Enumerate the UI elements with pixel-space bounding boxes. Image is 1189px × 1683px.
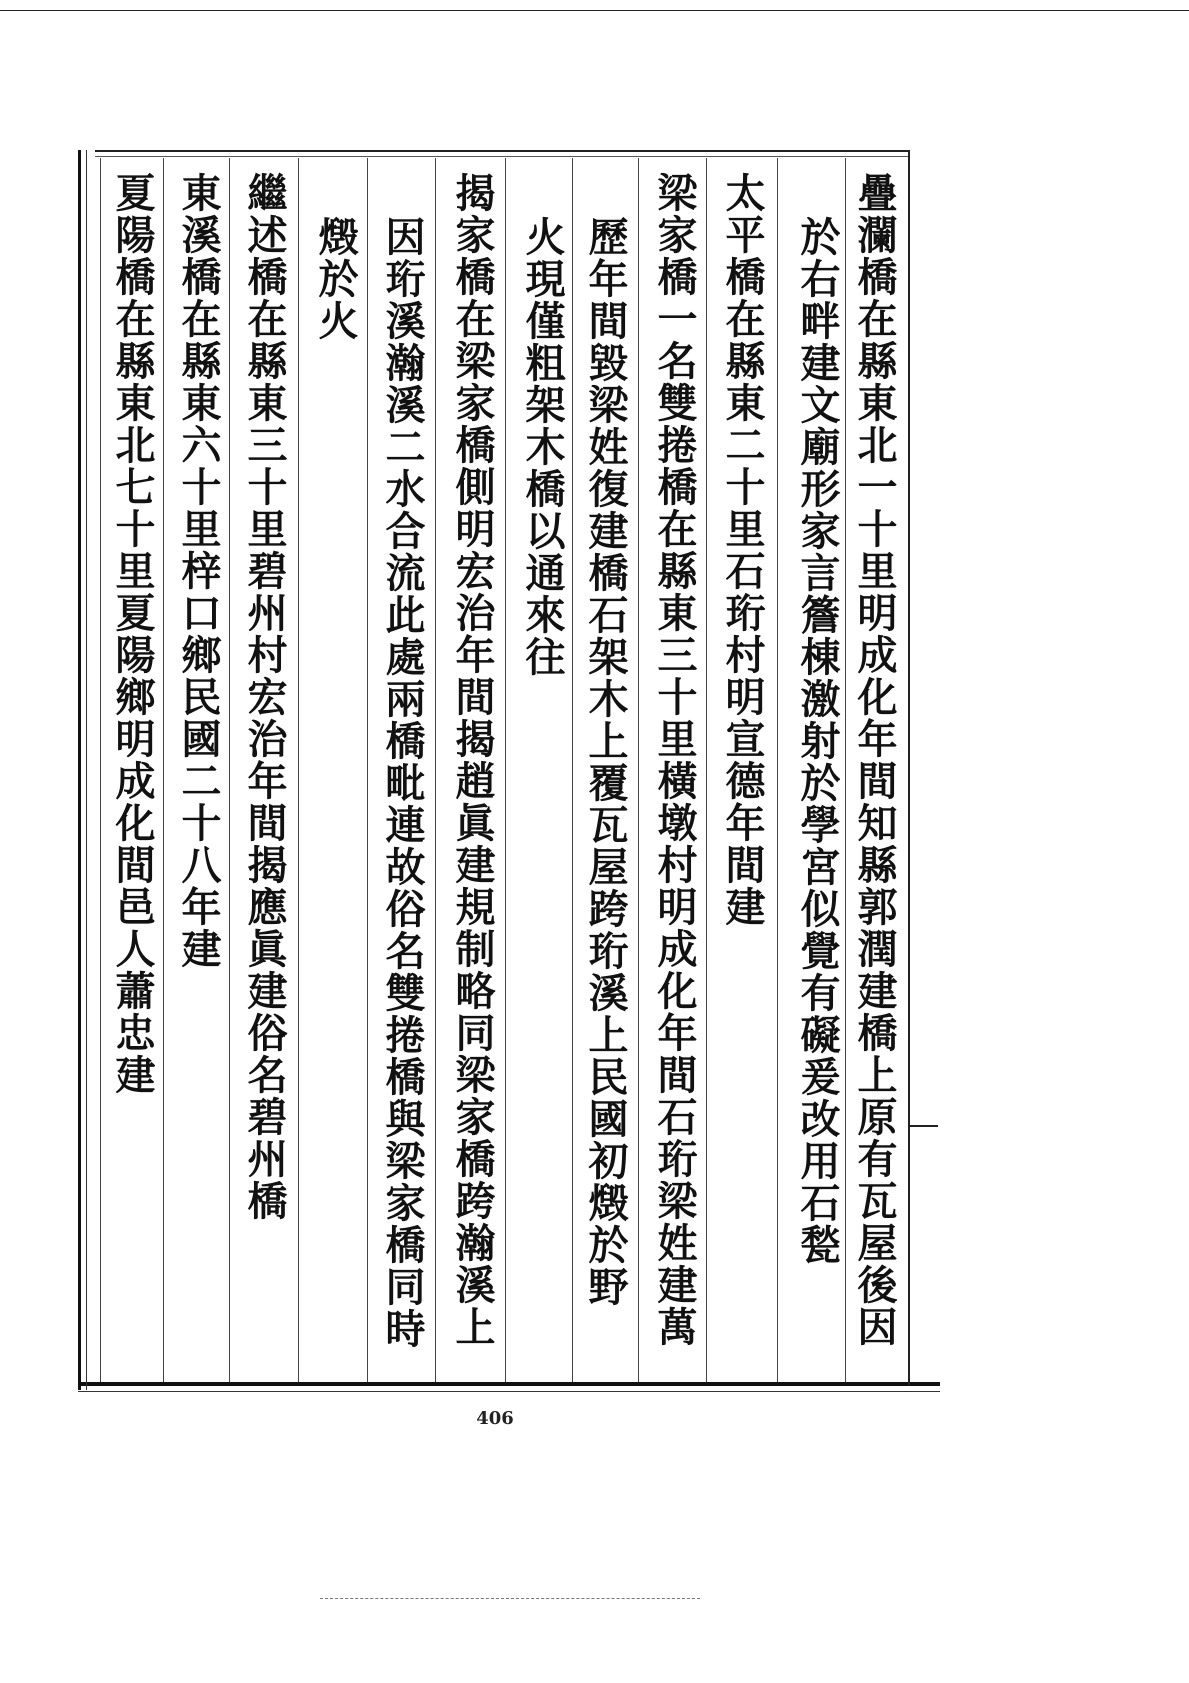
frame-top-inner-border [95, 156, 910, 157]
column-divider [229, 158, 230, 1382]
column-divider [367, 158, 368, 1382]
margin-tick-mark [908, 1125, 938, 1127]
text-column: 因珩溪瀚溪二水合流此處兩橋毗連故俗名雙捲橋與梁家橋同時 [379, 216, 426, 1350]
column-divider [298, 158, 299, 1382]
frame-bottom-inner-border [78, 1391, 940, 1392]
frame-top-border [95, 150, 910, 152]
text-column: 揭家橋在梁家橋側明宏治年間揭趙眞建規制略同梁家橋跨瀚溪上 [449, 172, 496, 1348]
frame-left-inner-border [86, 150, 87, 1390]
column-divider [435, 158, 436, 1382]
column-divider [638, 158, 639, 1382]
text-column: 歷年間毀梁姓復建橋石架木上覆瓦屋跨珩溪上民國初燬於野 [582, 216, 629, 1308]
text-column: 燬於火 [312, 216, 359, 342]
frame-bottom-border [78, 1382, 940, 1386]
column-divider [572, 158, 573, 1382]
text-column: 繼述橋在縣東三十里碧州村宏治年間揭應眞建俗名碧州橋 [241, 172, 288, 1222]
column-divider [163, 158, 164, 1382]
frame-right-border [908, 150, 910, 1385]
text-column: 梁家橋一名雙捲橋在縣東三十里橫墩村明成化年間石珩梁姓建萬 [651, 172, 698, 1348]
scan-artifact-line [320, 1598, 700, 1599]
column-divider [505, 158, 506, 1382]
text-column: 疊瀾橋在縣東北一十里明成化年間知縣郭潤建橋上原有瓦屋後因 [851, 172, 898, 1348]
frame-left-border [78, 150, 81, 1390]
page-number: 406 [476, 1408, 514, 1429]
column-divider [100, 158, 101, 1382]
text-column: 太平橋在縣東二十里石珩村明宣德年間建 [719, 172, 766, 928]
text-column: 於右畔建文廟形家言簷棟激射於學宮似覺有礙爰改用石甃 [794, 216, 841, 1266]
text-column: 夏陽橋在縣東北七十里夏陽鄉明成化間邑人蕭忠建 [109, 172, 156, 1096]
column-divider [706, 158, 707, 1382]
text-column: 東溪橋在縣東六十里梓口鄉民國二十八年建 [175, 172, 222, 970]
top-rule [0, 10, 1189, 11]
text-column: 火現僅粗架木橋以通來往 [519, 216, 566, 678]
column-divider [845, 158, 846, 1382]
column-divider [777, 158, 778, 1382]
